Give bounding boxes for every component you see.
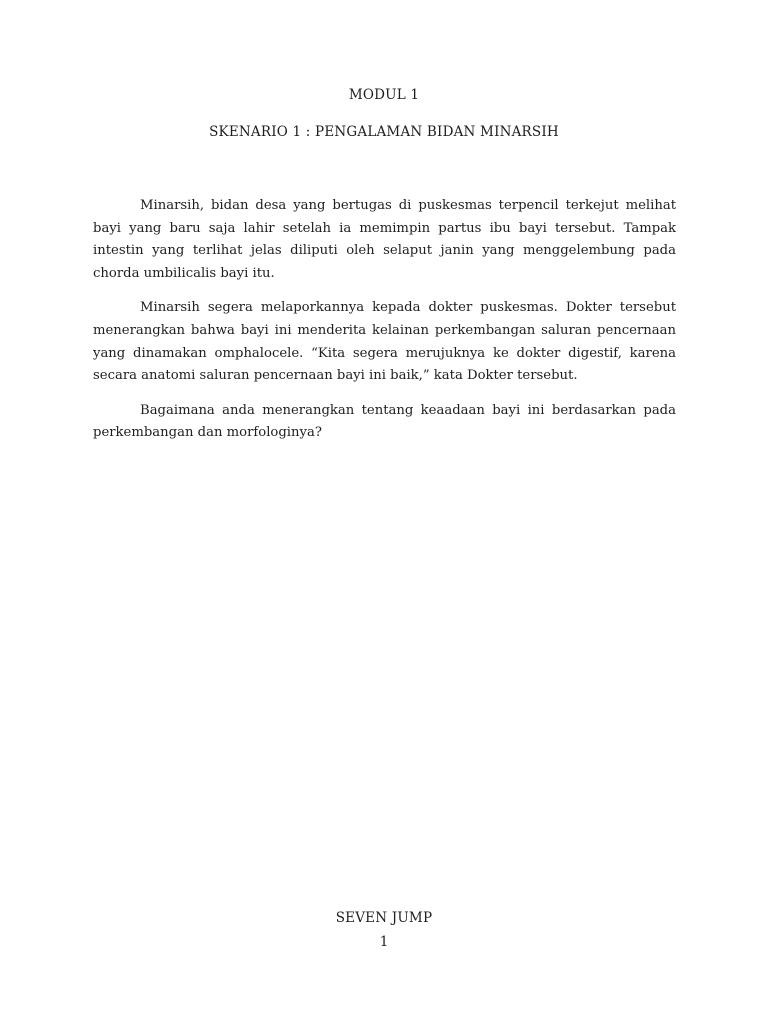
page-number: 1 [379,934,389,950]
scenario-body [93,195,676,457]
paragraph-1: Minarsih, bidan desa yang bertugas di puskesmas terpencil terkejut melihat bayi yang baru saja lahir setelah ia memimpin partus ibu bayi tersebut. Tampak intestin yang terlihat jelas diliputi oleh selaput janin yang menggelembung pada chorda umbilicalis bayi itu. [93,198,676,281]
paragraph-2: Minarsih segera melaporkannya kepada dokter puskesmas. Dokter tersebut menerangkan bahwa bayi ini menderita kelainan perkembangan saluran pencernaan yang dinamakan omphalocele. “Kita segera merujuknya ke dokter digestif, karena secara anatomi saluran pencernaan bayi ini baik,” kata Dokter tersebut. [93,300,676,384]
paragraph-3: Bagaimana anda menerangkan tentang keaadaan bayi ini berdasarkan pada perkembangan dan morfologinya? [93,402,676,441]
module-title: MODUL 1 [348,87,420,103]
scenario-title: SKENARIO 1 : PENGALAMAN BIDAN MINARSIH [209,124,559,140]
footer-title: SEVEN JUMP [335,910,433,926]
